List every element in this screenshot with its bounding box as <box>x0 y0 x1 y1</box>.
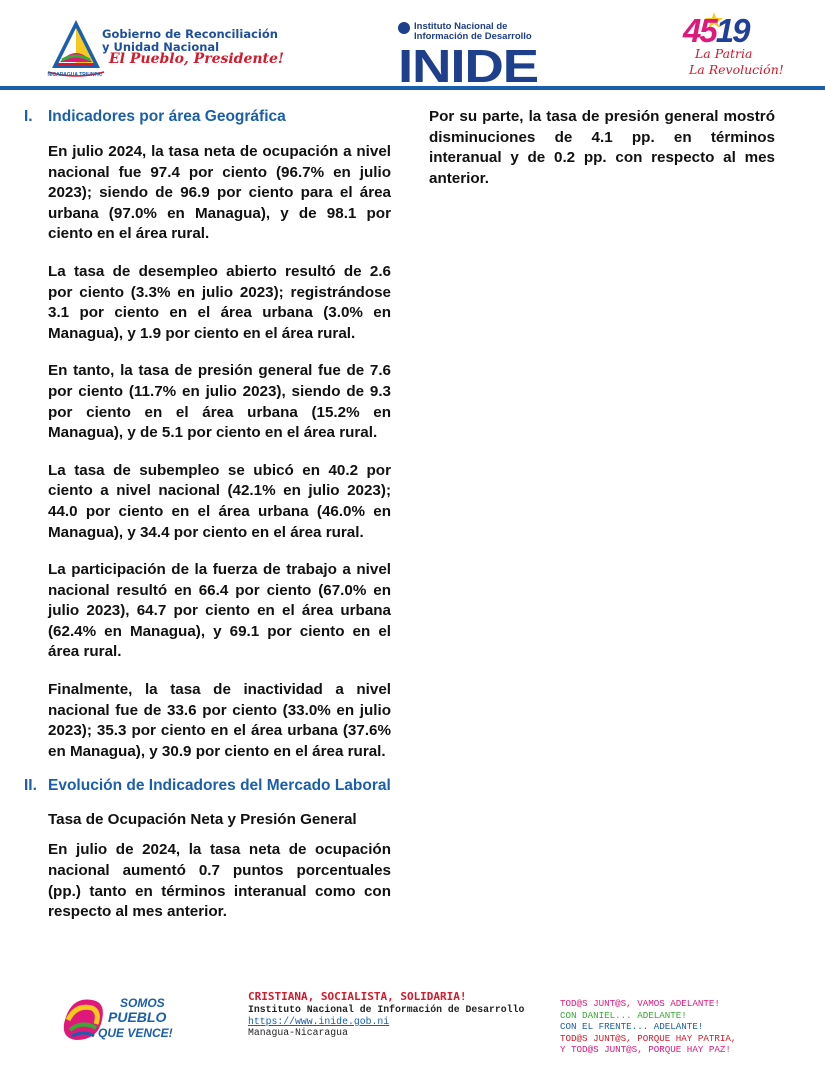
section-heading-2 <box>24 776 391 796</box>
inide-subtitle-line2: Información de Desarrollo <box>414 31 532 42</box>
right-column <box>429 107 775 189</box>
paragraph-pressure: En tanto, la tasa de presión general fue de 7.6 por ciento (11.7% en julio 2023), siendo de 9.3 por ciento en el área urbana (15.2% en Managua), y de 5.1 por ciento en el área rural. <box>48 362 391 442</box>
paragraph-inactivity: Finalmente, la tasa de inactividad a nivel nacional fue de 33.6 por ciento (33.0% en julio 2023); 35.3 por ciento en el área urbana (37.6% en Managua), y 30.9 por ciento en el área rural. <box>48 681 391 760</box>
inide-subtitle-line1: Instituto Nacional de <box>414 21 508 32</box>
subsection-heading: Tasa de Ocupación Neta y Presión General <box>48 811 357 829</box>
anniversary-logo <box>683 12 784 80</box>
anniversary-number <box>683 12 748 50</box>
somos-pueblo-line3: QUE VENCE! <box>98 1026 173 1040</box>
paragraph-pressure-evolution: Por su parte, la tasa de presión general mostró disminuciones de 4.1 pp. en términos interanual y de 0.2 pp. con respecto al mes anterior. <box>429 108 775 187</box>
government-slogan: El Pueblo, Presidente! <box>109 51 285 67</box>
paragraph-occupation: En julio 2024, la tasa neta de ocupación a nivel nacional fue 97.4 por ciento (96.7% en julio 2023); siendo de 96.9 por ciento para el área urbana (97.0% en Managua), y de 98.1 por ciento en el área rural. <box>48 143 391 243</box>
emblem-caption: NICARAGUA TRIUNFA! <box>47 72 103 78</box>
inide-subtitle <box>414 22 532 42</box>
government-name-line2: y Unidad Nacional <box>102 40 220 54</box>
somos-pueblo-line2: PUEBLO <box>108 1009 167 1025</box>
header-divider <box>0 86 825 90</box>
section-number-1: I. <box>24 108 33 125</box>
government-name-line1: Gobierno de Reconciliación <box>102 27 278 41</box>
page-header <box>0 0 825 92</box>
government-emblem-icon <box>44 14 106 78</box>
left-column <box>24 107 391 923</box>
footer-chants <box>560 998 736 1056</box>
anniversary-number-45: 45 <box>683 12 716 49</box>
paragraph-net-occupation: En julio de 2024, la tasa neta de ocupación nacional aumentó 0.7 puntos porcentuales (pp.) tanto en términos interanual como con respecto al mes anterior. <box>48 841 391 921</box>
chant-line: TOD@S JUNT@S, VAMOS ADELANTE! <box>560 998 720 1009</box>
anniversary-number-19: 19 <box>715 12 749 49</box>
paragraph-unemployment: La tasa de desempleo abierto resultó de 2.6 por ciento (3.3% en julio 2023); registrándose 3.1 por ciento en el área urbana (3.0% en Managua), y 1.9 por ciento en el área rural. <box>48 262 391 342</box>
chant-line: CON EL FRENTE... ADELANTE! <box>560 1021 704 1033</box>
section-number-2: II. <box>24 777 37 795</box>
chant-line: CON DANIEL... ADELANTE! <box>560 1009 687 1021</box>
anniversary-line1: La Patria <box>695 46 753 61</box>
footer-organization: Instituto Nacional de Información de Desarrollo <box>248 1004 525 1015</box>
footer-city: Managua-Nicaragua <box>248 1027 348 1038</box>
section-title-2: Evolución de Indicadores del Mercado Laboral <box>48 777 391 795</box>
section-title-1: Indicadores por área Geográfica <box>48 108 286 125</box>
paragraph-underemployment: La tasa de subempleo se ubicó en 40.2 por ciento a nivel nacional (42.1% en julio 2023); 44.0 por ciento en el área urbana (46.0% en Managua), y 34.4 por ciento en el área rural. <box>48 461 391 541</box>
anniversary-line2: La Revolución! <box>689 62 784 77</box>
chant-line: TOD@S JUNT@S, PORQUE HAY PATRIA, <box>560 1032 737 1044</box>
somos-pueblo-line1: SOMOS <box>120 996 165 1010</box>
inide-wordmark: INIDE <box>398 40 538 84</box>
chant-line: Y TOD@S JUNT@S, PORQUE HAY PAZ! <box>560 1044 731 1056</box>
footer-info <box>248 1004 524 1039</box>
footer-website-link[interactable]: https://www.inide.gob.ni <box>248 1015 390 1027</box>
somos-pueblo-logo <box>62 990 174 1046</box>
section-heading-1 <box>24 107 391 127</box>
paragraph-participation: La participación de la fuerza de trabajo a nivel nacional resultó en 66.4 por ciento (67.0% en julio 2023), 64.7 por ciento en el área urbana (62.4% en Managua), y 69.1 por ciento en el área rural. <box>48 561 391 661</box>
footer-motto: CRISTIANA, SOCIALISTA, SOLIDARIA! <box>248 990 467 1003</box>
